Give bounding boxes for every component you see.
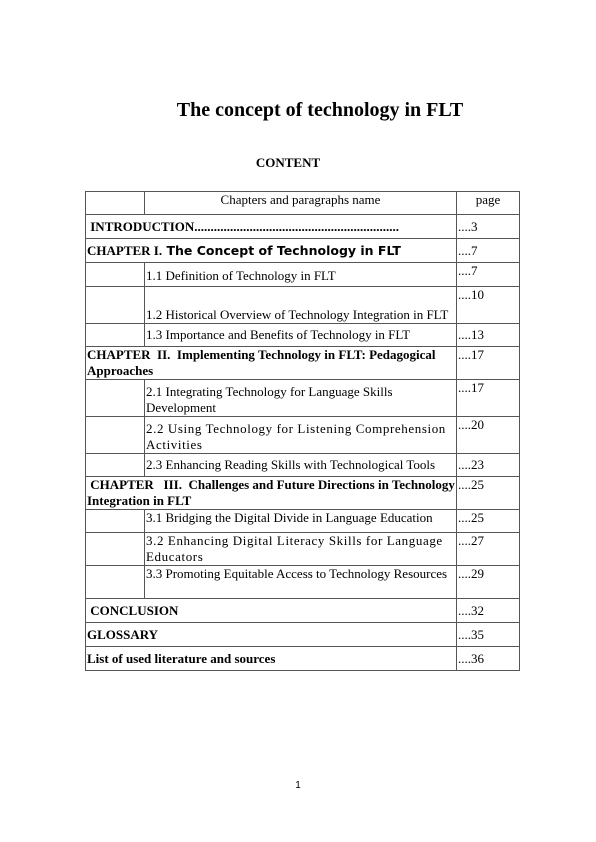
toc-row-1-2 — [86, 287, 520, 324]
toc-row-1-3 — [86, 324, 520, 347]
toc-entry-1-1[interactable]: 1.1 Definition of Technology in FLT — [145, 263, 457, 287]
indent-cell — [86, 566, 145, 599]
toc-entry-2-3[interactable]: 2.3 Enhancing Reading Skills with Technological Tools — [145, 454, 457, 477]
indent-cell — [86, 287, 145, 324]
indent-cell — [86, 380, 145, 417]
toc-row-1-1 — [86, 263, 520, 287]
toc-entry-3-3[interactable]: 3.3 Promoting Equitable Access to Technology Resources — [145, 566, 457, 599]
toc-row-literature — [86, 647, 520, 671]
toc-row-3-2 — [86, 533, 520, 566]
toc-row-3-1 — [86, 510, 520, 533]
toc-page: ....10 — [457, 287, 520, 324]
toc-row-chapter-3 — [86, 477, 520, 510]
toc-entry-chapter-3[interactable]: CHAPTER III. Challenges and Future Directions in Technology Integration in FLT — [87, 477, 459, 508]
toc-page: ....3 — [457, 215, 520, 239]
toc-page: ....7 — [457, 239, 520, 263]
header-name: Chapters and paragraphs name — [145, 192, 457, 215]
indent-cell — [86, 454, 145, 477]
toc-page: ....20 — [457, 417, 520, 454]
indent-cell — [86, 324, 145, 347]
toc-page: ....17 — [457, 347, 520, 380]
toc-entry-1-3[interactable]: 1.3 Importance and Benefits of Technology in FLT — [145, 324, 457, 347]
toc-page: ....17 — [457, 380, 520, 417]
toc-row-conclusion — [86, 599, 520, 623]
toc-row-chapter-2 — [86, 347, 520, 380]
toc-page: ....25 — [457, 510, 520, 533]
chapter-1-title: The Concept of Technology in FLT — [162, 242, 401, 258]
page-number: 1 — [295, 780, 301, 791]
toc-page: ....36 — [457, 647, 520, 671]
toc-entry-introduction[interactable]: INTRODUCTION............................................................... — [86, 215, 457, 239]
header-blank-cell — [86, 192, 145, 215]
toc-page: ....29 — [457, 566, 520, 599]
table-header-row — [86, 192, 520, 215]
toc-page: ....27 — [457, 533, 520, 566]
chapter-1-prefix: CHAPTER I. — [87, 242, 163, 258]
toc-entry-literature[interactable]: List of used literature and sources — [86, 647, 457, 671]
indent-cell — [86, 510, 145, 533]
indent-cell — [86, 417, 145, 454]
document-title: The concept of technology in FLT — [176, 99, 464, 121]
toc-page: ....7 — [457, 263, 520, 287]
toc-entry-chapter-1[interactable] — [86, 239, 457, 263]
toc-page: ....13 — [457, 324, 520, 347]
indent-cell — [86, 263, 145, 287]
toc-row-chapter-1 — [86, 239, 520, 263]
toc-entry-2-2[interactable]: 2.2 Using Technology for Listening Comprehension Activities — [145, 417, 457, 454]
indent-cell — [86, 533, 145, 566]
toc-entry-2-1[interactable]: 2.1 Integrating Technology for Language Skills Development — [145, 380, 457, 417]
toc-row-introduction — [86, 215, 520, 239]
toc-entry-1-2[interactable]: 1.2 Historical Overview of Technology Integration in FLT — [145, 287, 457, 324]
toc-page: ....23 — [457, 454, 520, 477]
toc-page: ....25 — [457, 477, 520, 510]
toc-entry-glossary[interactable]: GLOSSARY — [86, 623, 457, 647]
toc-entry-conclusion[interactable]: CONCLUSION — [86, 599, 457, 623]
toc-row-glossary — [86, 623, 520, 647]
toc-row-2-2 — [86, 417, 520, 454]
table-of-contents — [85, 191, 520, 671]
toc-row-2-3 — [86, 454, 520, 477]
content-heading: CONTENT — [255, 155, 321, 170]
toc-entry-chapter-2[interactable]: CHAPTER II. Implementing Technology in FLT: Pedagogical Approaches — [86, 347, 457, 380]
toc-row-2-1 — [86, 380, 520, 417]
toc-entry-3-1[interactable]: 3.1 Bridging the Digital Divide in Language Education — [145, 510, 457, 533]
toc-page: ....32 — [457, 599, 520, 623]
toc-entry-3-2[interactable]: 3.2 Enhancing Digital Literacy Skills for Language Educators — [145, 533, 457, 566]
header-page: page — [457, 192, 520, 215]
toc-page: ....35 — [457, 623, 520, 647]
toc-row-3-3 — [86, 566, 520, 599]
